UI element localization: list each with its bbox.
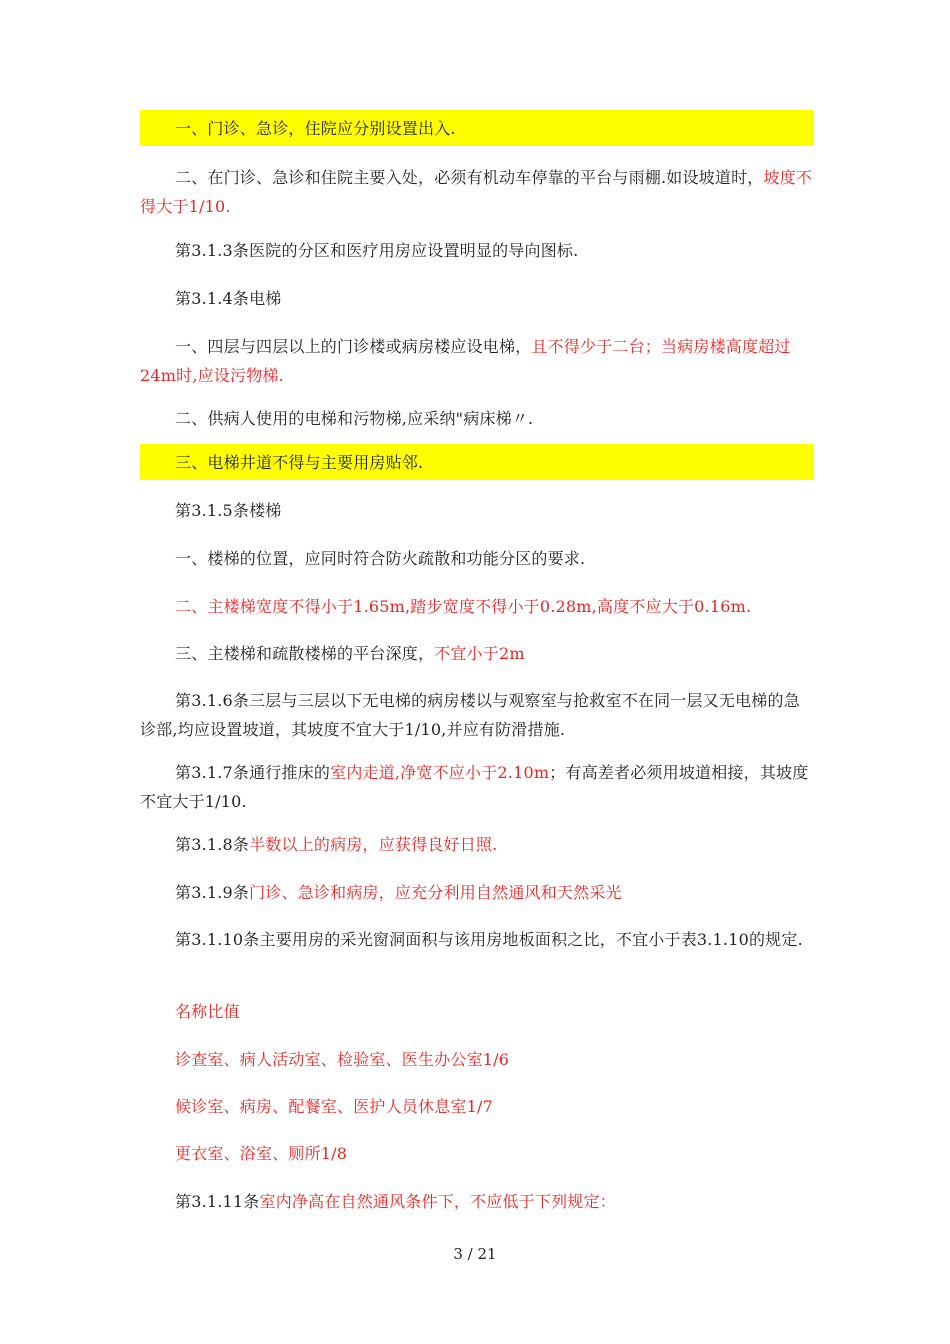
text-corridor-slope: ；有高差者必须用坡道相接，其坡度不宜大于1/10. — [140, 763, 809, 811]
text-row-1-7: 候诊室、病房、配餐室、医护人员休息室1/7 — [175, 1097, 493, 1116]
table-row — [140, 1092, 814, 1121]
text-table-header: 名称比值 — [175, 1002, 240, 1021]
table-row — [140, 1045, 814, 1074]
text-3-1-6: 第3.1.6条三层与三层以下无电梯的病房楼以与观察室与抢救室不在同一层又无电梯的急诊部,均应设置坡道，其坡度不宜大于1/10,并应有防滑措施. — [140, 691, 800, 739]
paragraph-3-1-3 — [140, 236, 814, 265]
paragraph-stair-width — [140, 592, 814, 621]
text-stair-position: 一、楼梯的位置，应同时符合防火疏散和功能分区的要求. — [175, 549, 586, 568]
text-elevators: 一、四层与四层以上的门诊楼或病房楼应设电梯， — [175, 337, 532, 356]
text-3-1-11: 第3.1.11条 — [175, 1192, 260, 1211]
text-stair-width: 二、主楼梯宽度不得小于1.65m,踏步宽度不得小于0.28m,高度不应大于0.16m. — [175, 597, 752, 616]
table-row — [140, 1139, 814, 1168]
paragraph-3-1-10 — [140, 925, 814, 954]
text-shaft: 三、电梯井道不得与主要用房贴邻. — [175, 453, 424, 472]
paragraph-bed-elevator — [140, 404, 814, 433]
paragraph-3-1-6 — [140, 686, 814, 744]
paragraph-3-1-11 — [140, 1187, 814, 1216]
paragraph-shaft — [140, 448, 814, 477]
text-3-1-10: 第3.1.10条主要用房的采光窗洞面积与该用房地板面积之比，不宜小于表3.1.10的规定. — [175, 930, 803, 949]
paragraph-3-1-4 — [140, 284, 814, 313]
paragraph-3-1-5 — [140, 496, 814, 525]
text-3-1-4: 第3.1.4条电梯 — [175, 289, 282, 308]
text-corridor-width: 室内走道,净宽不应小于2.10m — [330, 763, 550, 782]
text-elevator-count: 且不得少于二台；当病房楼高度超过24m时,应设污物梯. — [140, 337, 791, 385]
paragraph-elevators — [140, 332, 814, 390]
text-sunlight: 半数以上的病房，应获得良好日照. — [249, 835, 498, 854]
text-ventilation: 门诊、急诊和病房，应充分利用自然通风和天然采光 — [249, 883, 622, 902]
text-entrances: 一、门诊、急诊，住院应分别设置出入. — [175, 119, 456, 138]
paragraph-entrances — [140, 114, 814, 143]
text-bed-elevator: 二、供病人使用的电梯和污物梯,应采纳"病床梯〃. — [175, 409, 534, 428]
paragraph-3-1-8 — [140, 830, 814, 859]
text-3-1-7: 第3.1.7条通行推床的 — [175, 763, 331, 782]
text-landing-depth: 不宜小于2m — [434, 644, 525, 663]
table-header — [140, 997, 814, 1026]
text-row-1-8: 更衣室、浴室、厕所1/8 — [175, 1144, 348, 1163]
paragraph-3-1-7 — [140, 758, 814, 816]
text-landing: 三、主楼梯和疏散楼梯的平台深度， — [175, 644, 435, 663]
page-number: 3 / 21 — [453, 1245, 497, 1263]
paragraph-3-1-9 — [140, 878, 814, 907]
text-3-1-5: 第3.1.5条楼梯 — [175, 501, 282, 520]
text-canopy: 二、在门诊、急诊和住院主要入处，必须有机动车停靠的平台与雨棚.如设坡道时， — [175, 168, 764, 187]
text-ceiling-height: 室内净高在自然通风条件下，不应低于下列规定： — [259, 1192, 616, 1211]
paragraph-stair-position — [140, 544, 814, 573]
text-3-1-3: 第3.1.3条医院的分区和医疗用房应设置明显的导向图标. — [175, 241, 579, 260]
paragraph-canopy — [140, 163, 814, 221]
text-3-1-9: 第3.1.9条 — [175, 883, 250, 902]
text-3-1-8: 第3.1.8条 — [175, 835, 250, 854]
text-slope-limit: 坡度不得大于1/10. — [140, 168, 813, 216]
text-row-1-6: 诊查室、病人活动室、检验室、医生办公室1/6 — [175, 1050, 510, 1069]
paragraph-landing — [140, 639, 814, 668]
